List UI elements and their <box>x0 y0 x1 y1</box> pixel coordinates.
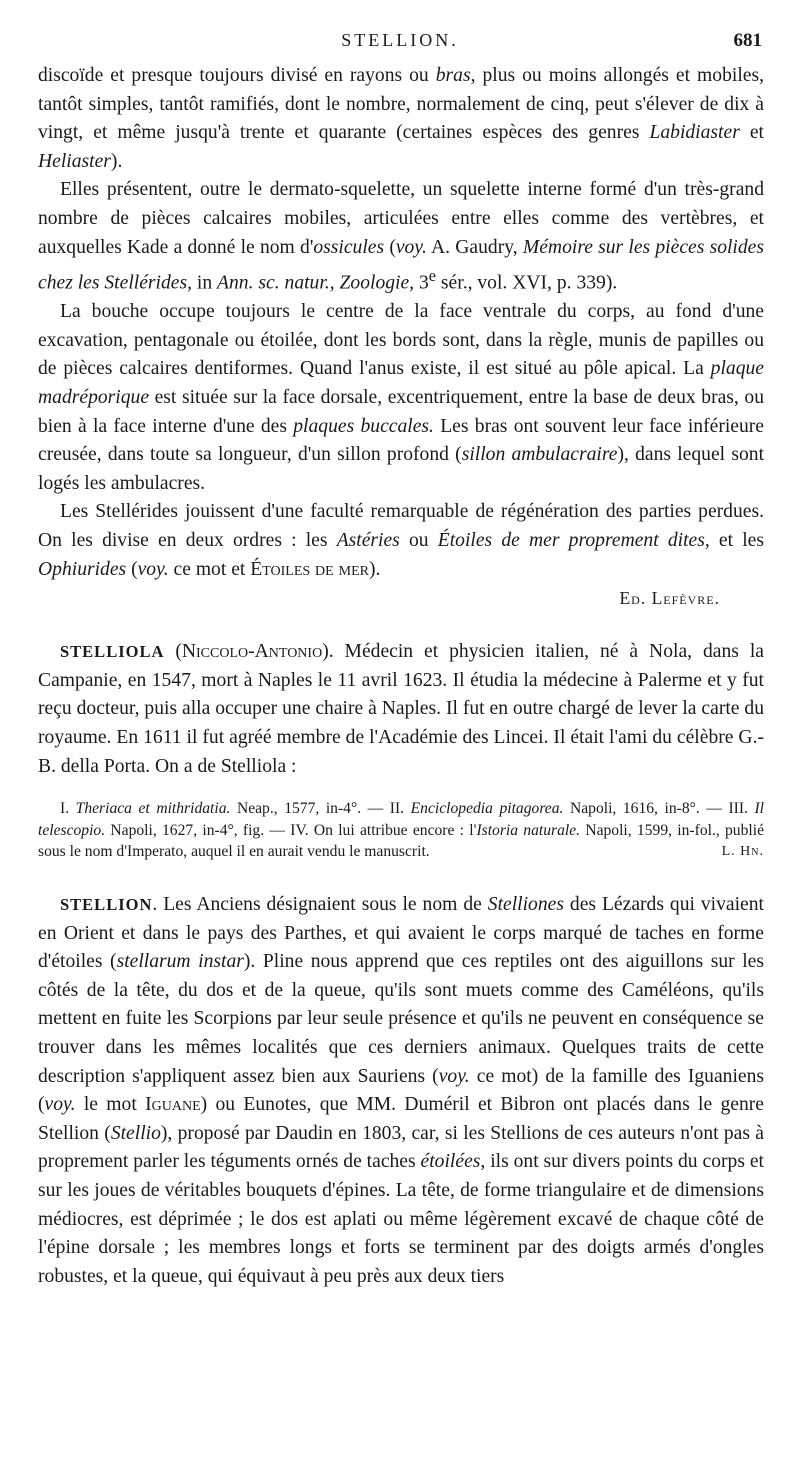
work-title: Istoria naturale. <box>476 821 581 839</box>
bibliography-text <box>38 798 764 863</box>
italic-term: Heliaster <box>38 150 111 172</box>
text: ), proposé par Daudin en 1803, car, si les Stellions de ces auteurs n'ont pas à proprement parler les téguments ornés de taches <box>38 1122 764 1173</box>
text: ). Pline nous apprend que ces reptiles ont des aiguillons sur les côtés de la tête, du dos et de la queue, qu'ils sont muets comme des Caméléons, qu'ils mettent en fuite les Scorpions par leur seule présence et qu'ils ne peuvent en conséquence se trouver dans les mêmes localités que ces derniers animaux. Quelques traits de cette description s'appliquent assez bien aux Sauriens ( <box>38 951 765 1087</box>
text: ), dans lequel sont logés les ambulacres. <box>38 444 765 494</box>
text: ). Médecin et physicien italien, né à Nola, dans la Campanie, en 1547, mort à Naples le 11 avril 1623. Il étudia la médecine à Palerme et y fut reçu docteur, puis alla occuper une chaire à Naples. Il fut en outre chargé de lever la carte du royaume. En 1611 il fut agréé membre de l'Académie des Lincei. Il était l'ami du célèbre G.-B. della Porta. On a de Stelliola : <box>38 641 764 777</box>
italic-term: voy. <box>44 1094 76 1116</box>
superscript: e <box>428 266 437 286</box>
italic-term: voy. <box>395 236 427 258</box>
text: , plus ou moins allongés et mobiles, tantôt simples, tantôt ramifiés, dont le nombre, normalement de cinq, peut s'élever de dix à vingt, et même jusqu'à trente et quarante (certaines espèces des genres <box>38 65 765 144</box>
italic-title: Ann. sc. natur., Zoologie, <box>217 272 415 294</box>
text: et <box>739 122 764 144</box>
text: ( <box>164 641 182 663</box>
text: ). <box>368 558 381 580</box>
stelliola-paragraph <box>38 638 764 781</box>
italic-term: Stelliones <box>487 893 564 915</box>
text: ). <box>110 150 123 172</box>
stellion-paragraph <box>38 891 764 1291</box>
stellerides-paragraph-3 <box>38 298 764 498</box>
forename: Niccolo-Antonio <box>181 641 323 663</box>
page-number: 681 <box>733 30 762 51</box>
text: et les <box>709 530 764 552</box>
cross-reference: Iguane <box>145 1094 201 1116</box>
italic-title: Mémoire sur les pièces solides chez les Stellérides, <box>38 236 764 294</box>
text: des Lézards qui vivaient en Orient et dans le pays des Parthes, et qui avaient le corps marqué de taches en forme d'étoiles ( <box>38 893 764 973</box>
text: Napoli, 1616, in-8°. — III. <box>563 800 755 818</box>
text: sér., vol. XVI, p. 339). <box>436 272 618 294</box>
text: La bouche occupe toujours le centre de la face ventrale du corps, au fond d'une excavation, pentagonale ou étoilée, dont les bords sont, dans la règle, munis de papilles ou de pièces calcaires dentiformes. Quand l'anus existe, il est situé au pôle apical. La <box>38 301 764 380</box>
text: ) ou Eunotes, que MM. Duméril et Bibron ont placés dans le genre Stellion ( <box>38 1094 764 1144</box>
italic-term: Labidiaster <box>649 122 740 144</box>
stellerides-paragraph-4 <box>38 498 764 584</box>
page-body <box>38 62 764 1291</box>
text: Les bras ont souvent leur face inférieure creusée, dans toute sa longueur, d'un sillon profond ( <box>38 415 764 466</box>
italic-term: bras <box>435 65 471 86</box>
italic-term: voy. <box>137 558 169 580</box>
text: , ils ont sur divers points du corps et sur les joues de véritables bouquets d'épines. La tête, de forme triangulaire et de dimensions médiocres, est déprimée ; le dos est aplati ou même légèrement excavé de chaque côté de l'épine dorsale ; les membres longs et forts se terminent par des doigts armés d'ongles robustes, et la queue, qui équivaut à peu près aux deux tiers <box>38 1151 765 1287</box>
bibliography <box>38 798 764 863</box>
text: ( <box>384 236 396 258</box>
italic-term: voy. <box>438 1065 470 1087</box>
text: . Les Anciens désignaient sous le nom de <box>152 893 488 915</box>
entry-stelliola <box>38 638 764 863</box>
author-signature: Ed. Lefèvre. <box>619 588 720 609</box>
text: ou <box>399 530 438 552</box>
italic-term: Étoiles de mer proprement dites, <box>437 530 710 552</box>
text: Napoli, 1599, in-fol., publié sous le nom d'Imperato, auquel il en aurait vendu le manuscrit. <box>38 821 764 861</box>
italic-term: stellarum instar <box>116 951 244 973</box>
cross-reference: Étoiles de mer <box>250 558 369 580</box>
text: Napoli, 1627, in-4°, fig. — IV. On lui attribue encore : l' <box>105 821 477 839</box>
text: ce mot) de la famille des Iguaniens ( <box>38 1065 765 1116</box>
text: Les Stellérides jouissent d'une faculté remarquable de régénération des parties perdues. On les divise en deux ordres : les <box>38 501 764 552</box>
text: ce mot et <box>168 558 251 580</box>
work-title: Il telescopio. <box>38 800 765 839</box>
italic-term: sillon ambulacraire <box>461 444 618 466</box>
italic-term: plaque madréporique <box>38 358 764 409</box>
italic-term: ossicules <box>313 236 385 258</box>
text: discoïde et presque toujours divisé en rayons ou <box>38 65 436 86</box>
entry-headword: STELLIOLA <box>60 642 165 662</box>
text: 3 <box>414 272 429 294</box>
entry-stellion <box>38 891 764 1291</box>
italic-term: Stellio <box>110 1122 161 1144</box>
text: le mot <box>75 1094 146 1116</box>
italic-term: plaques buccales. <box>293 415 434 437</box>
text: ( <box>126 558 138 580</box>
italic-term: Astéries <box>336 530 400 552</box>
text: in <box>192 272 218 294</box>
text: I. <box>60 800 76 818</box>
entry-headword: STELLION <box>60 894 153 914</box>
text: Elles présentent, outre le dermato-squelette, un squelette interne formé d'un très-grand nombre de pièces calcaires mobiles, articulées entre elles comme des vertèbres, et auxquelles Kade a donné le nom d' <box>38 179 764 258</box>
stellerides-paragraph-2 <box>38 176 764 298</box>
work-title: Theriaca et mithridatia. <box>75 800 231 818</box>
italic-term: étoilées <box>420 1151 481 1173</box>
text: A. Gaudry, <box>426 236 523 258</box>
italic-term: Ophiurides <box>38 558 127 580</box>
work-title: Enciclopedia pitagorea. <box>410 800 564 818</box>
author-signature: L. Hn. <box>721 844 764 860</box>
running-head <box>38 30 762 58</box>
text: Neap., 1577, in-4°. — II. <box>230 800 411 818</box>
text: est située sur la face dorsale, excentriquement, entre la base de deux bras, ou bien à la face interne d'une des <box>38 387 764 437</box>
running-title: STELLION. <box>341 30 459 50</box>
stellerides-paragraph-1 <box>38 62 764 176</box>
